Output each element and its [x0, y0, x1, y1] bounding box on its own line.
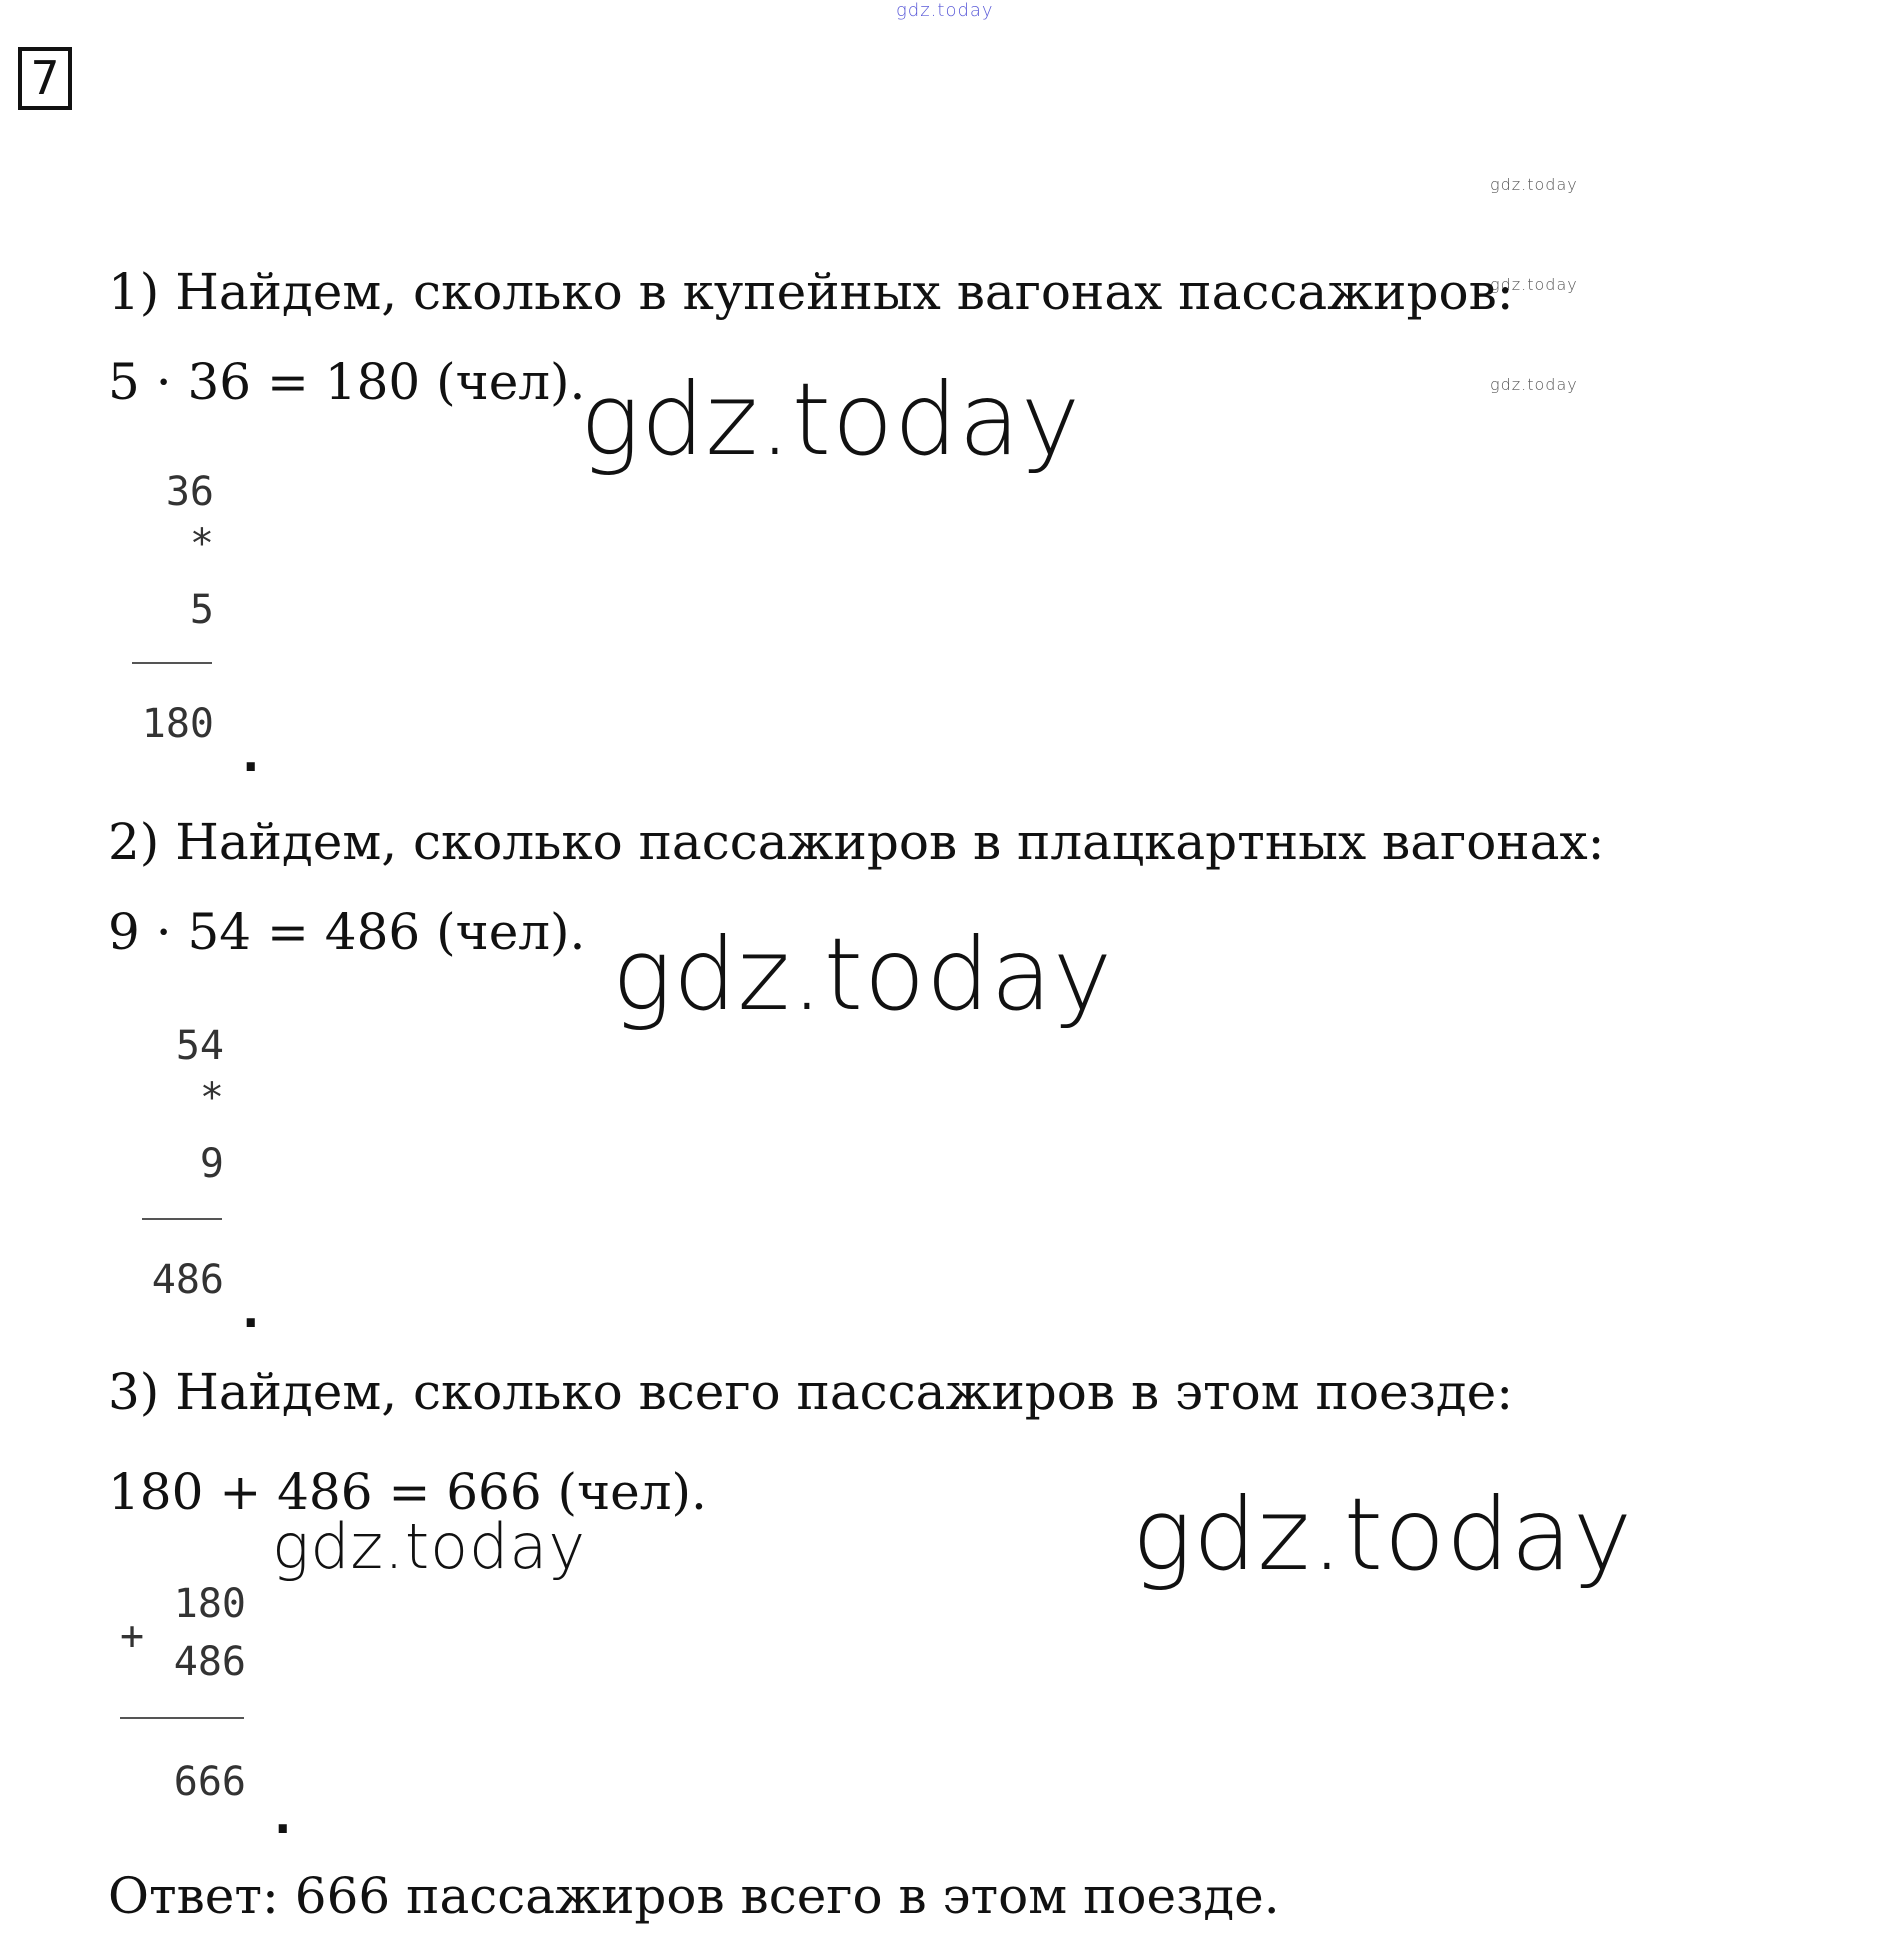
watermark-large: gdz.today [612, 916, 1114, 1033]
task-number: 7 [30, 51, 60, 105]
column-bottom-number: 486 [173, 1639, 246, 1685]
column-end-dot: . [274, 1790, 292, 1844]
answer-line: Ответ: 666 пассажиров всего в этом поезде. [108, 1867, 1280, 1925]
watermark-large: gdz.today [580, 361, 1082, 478]
column-bottom-number: 5 [189, 587, 214, 633]
column-end-dot: . [242, 728, 260, 782]
watermark-top: gdz.today [896, 0, 994, 21]
step-2-heading: 2) Найдем, сколько пассажиров в плацкартных вагонах: [108, 813, 1605, 871]
column-top-number: 54 [175, 1023, 224, 1069]
column-top-number: 36 [165, 469, 214, 515]
column-top-number: 180 [173, 1581, 246, 1627]
column-result: 666 [173, 1759, 246, 1805]
task-number-box [18, 47, 72, 110]
column-divider [120, 1717, 244, 1719]
watermark-medium: gdz.today [272, 1510, 587, 1583]
column-divider [142, 1218, 222, 1220]
step-3-heading: 3) Найдем, сколько всего пассажиров в этом поезде: [108, 1363, 1514, 1421]
column-operator: + [120, 1613, 145, 1659]
column-bottom-number: 9 [199, 1141, 224, 1187]
watermark-small: gdz.today [1490, 175, 1578, 194]
column-end-dot: . [242, 1284, 260, 1338]
column-operator: * [199, 1075, 224, 1121]
watermark-small: gdz.today [1490, 375, 1578, 394]
column-result: 486 [151, 1257, 224, 1303]
step-1-heading: 1) Найдем, сколько в купейных вагонах пассажиров: [108, 263, 1514, 321]
step-1-equation: 5 · 36 = 180 (чел). [108, 353, 586, 411]
step-3-equation: 180 + 486 = 666 (чел). [108, 1463, 707, 1521]
column-divider [132, 662, 212, 664]
step-2-equation: 9 · 54 = 486 (чел). [108, 903, 586, 961]
watermark-large: gdz.today [1132, 1476, 1634, 1593]
column-result: 180 [141, 701, 214, 747]
column-operator: * [189, 521, 214, 567]
watermark-small: gdz.today [1490, 275, 1578, 294]
